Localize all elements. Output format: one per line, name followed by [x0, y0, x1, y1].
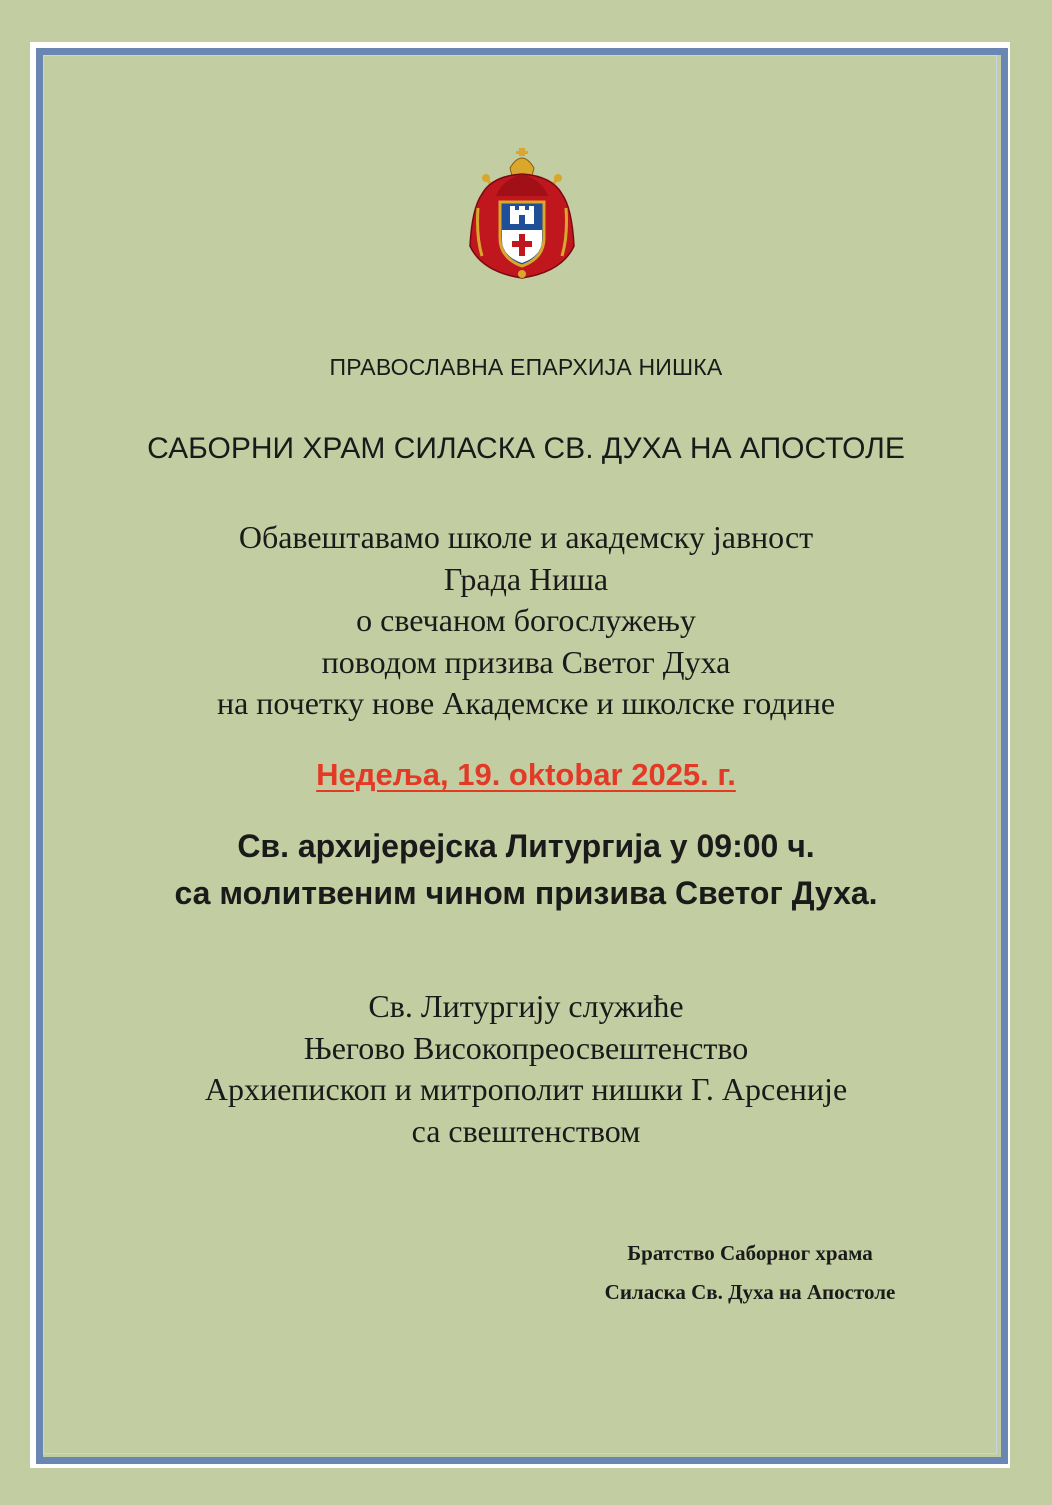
liturgy-line: са молитвеним чином призива Светог Духа. — [174, 875, 878, 911]
eparchy-title: ПРАВОСЛАВНА ЕПАРХИЈА НИШКА — [329, 354, 723, 380]
coat-of-arms-icon — [462, 146, 582, 284]
event-date-text: Недеља, 19. oktobar 2025. г. — [316, 757, 736, 792]
signature-line: Братство Саборног храма — [627, 1241, 873, 1265]
notice-line: Града Ниша — [443, 560, 609, 597]
notice-line: поводом призива Светог Духа — [321, 643, 731, 680]
celebrant-text — [40, 986, 1012, 1152]
celebrant-line: Св. Литургију служиће — [368, 988, 684, 1024]
cathedral-title: САБОРНИ ХРАМ СИЛАСКА СВ. ДУХА НА АПОСТОЛЕ — [147, 432, 905, 465]
signature-line: Силаска Св. Духа на Апостоле — [604, 1280, 896, 1304]
celebrant-line: са свештенством — [411, 1112, 641, 1149]
signature-block — [560, 1234, 940, 1312]
liturgy-line: Св. архијерејска Литургија у 09:00 ч. — [237, 828, 815, 864]
event-date — [40, 757, 1012, 793]
celebrant-line: Његово Високопреосвештенство — [303, 1029, 749, 1066]
notice-text — [40, 517, 1012, 725]
notice-line: о свечаном богослужењу — [356, 602, 696, 638]
celebrant-line: Архиепископ и митрополит нишки Г. Арсеније — [204, 1071, 848, 1107]
notice-line: Обавештавамо школе и академску јавност — [238, 519, 814, 555]
notice-line: на почетку нове Академске и школске године — [216, 685, 836, 721]
liturgy-info — [40, 823, 1012, 917]
